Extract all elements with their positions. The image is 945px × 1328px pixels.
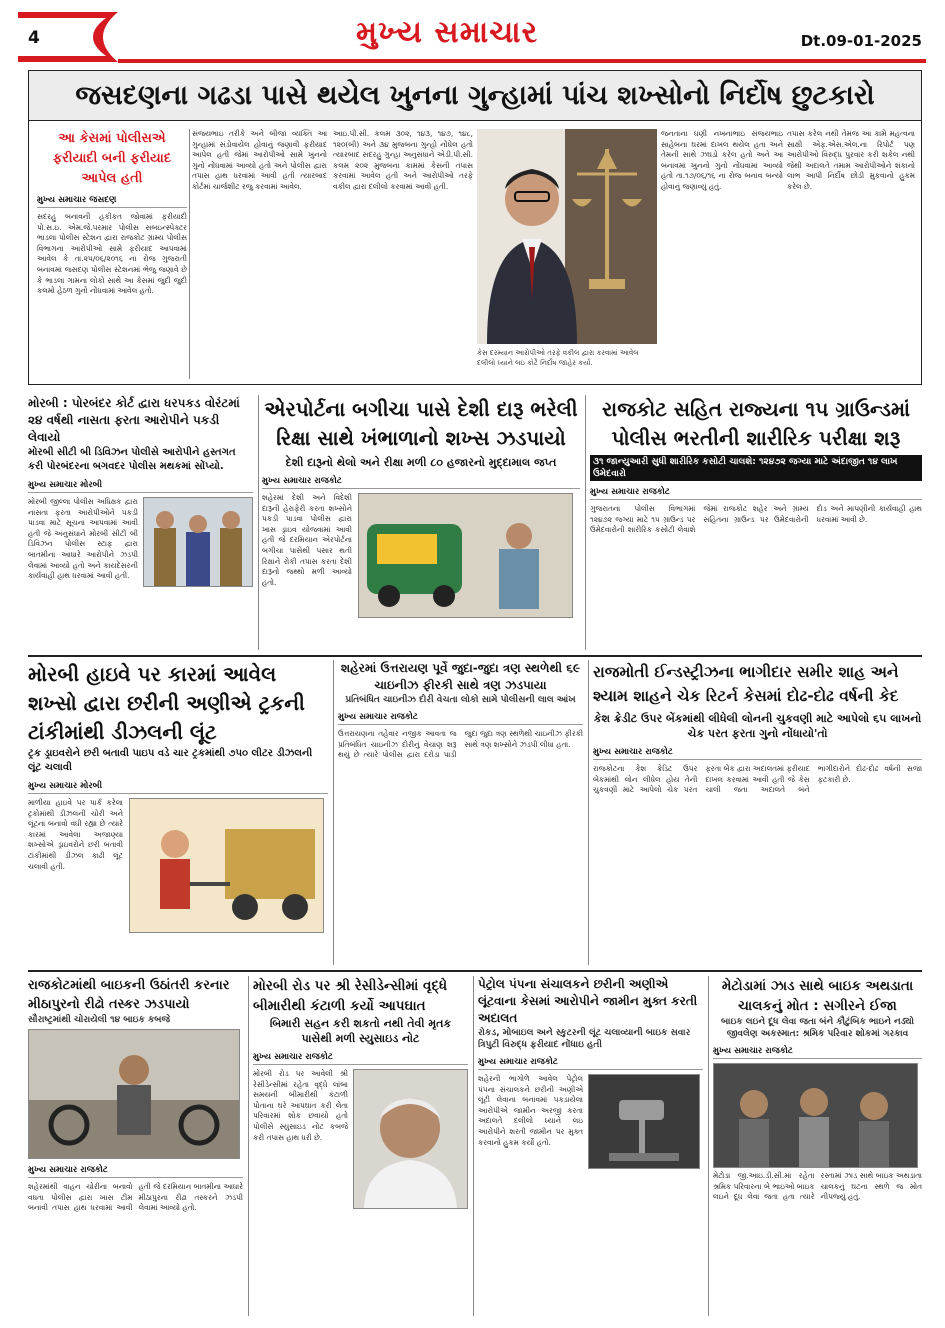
lead-side-headline: આ કેસમાં પોલીસએ ફરીયાદી બની ફરીયાદ આપેલ હતી	[52, 131, 172, 186]
story-subhead: સૌરાષ્ટ્રમાંથી ચોરાયેલી ૧૪ બાઇક કબજે	[28, 1015, 171, 1025]
lead-story	[28, 70, 922, 385]
lead-photo	[477, 129, 657, 384]
story-headline: શહેરમાં ઉત્તરાયણ પૂર્વે જુદા-જુદા ત્રણ સ્થળેથી ૬૯ ચાઇનીઝ ફીરકી સાથે ત્રણ ઝડપાયા	[340, 661, 581, 692]
row-rule	[28, 970, 922, 972]
story-body: ગુજરાતના પોલીસ વિભાગમાં ૧૨૪૭૨ જગ્યા માટે ૧૫ ગ્રાઉન્ડ પર ઉમેદવારોની શારીરિક કસોટી લેવાશે જેમાં રાજકોટ શહેર અને ગ્રામ્ય સહિતના ગ્રાઉન્ડ પર ઉમેદવારોની દોડ અને માપણીની કાર્યવાહી હાથ ધરવામાં આવી છે.	[590, 504, 922, 535]
story-chinese-kite-string	[338, 660, 583, 939]
page-number: 4	[28, 28, 40, 48]
story-police-recruitment	[590, 395, 922, 664]
story-body: શહેરમાંથી વાહન ચોરીના બનાવો વધતા પોલીસ દ્વારા ખાસ ટીમ બનાવી તપાસ હાથ ધરવામાં આવી હતી જે દરમિયાન બાતમીના આધારે મીઠાપુરના રીઢા તસ્કરને ઝડપી લેવામાં આવ્યો હતો.	[28, 1182, 243, 1213]
story-photo	[143, 497, 253, 587]
lead-byline: મુખ્ય સમાચાર જસદણ	[37, 195, 187, 208]
story-cheque-return	[593, 660, 922, 934]
story-illustration	[129, 798, 324, 933]
story-headline: મોરબી રોડ પર શ્રી રેસીડેન્સીમાં વૃદ્ધે બીમારીથી કંટાળી કર્યો આપઘાત	[253, 978, 448, 1014]
story-subhead: બિમારી સહન કરી શકતો નથી તેવી મૃતક પાસેથી મળી સ્યુસાઇડ નોટ	[269, 1017, 452, 1045]
story-bike-thief	[28, 976, 243, 1214]
story-byline: મુખ્ય સમાચાર રાજકોટ	[253, 1052, 468, 1065]
story-byline: મુખ્ય સમાચાર રાજકોટ	[593, 747, 922, 760]
lead-body-col2: સંજયભાઇ તરીકે અને બીજા વ્યક્તિ આ ગુન્હામાં સંડોવાયેલ હોવાનું જણાવી ફરીયાદ આપેલ હતી જેમાં આરોપીઓ સામે ખુનનો ગુનો નોંધવામાં આવ્યો હતો અને પોલીસ દ્વારા તપાસ હાથ ધરવામાં આવી હતી ત્યારબાદ કોર્ટમાં ચાર્જશીટ રજુ કરવામાં આવેલ.	[192, 129, 327, 191]
story-body: મોરબી જીલ્લા પોલીસ અધિક્ષક દ્વારા નાસતા ફરતા આરોપીઓને પકડી પાડવા માટે સૂચના આપવામાં આવી હતી જે અનુસંધાને મોરબી સીટી બી ડિવિઝન પોલીસ સ્ટાફ દ્વારા બાતમીના આધારે આરોપીને ઝડપી લેવામાં આવ્યો હતો અને કાયદેસરની કાર્યવાહી હાથ ધરવામાં આવી હતી.	[28, 497, 138, 581]
column-rule	[248, 976, 249, 1316]
story-morbi-warrant	[28, 395, 253, 587]
photo-gavel	[589, 1075, 699, 1168]
lead-photo-caption: કેસ દરમ્યાન આરોપીઓ તરફે વકીલ દ્વારા કરવામાં આવેલ દલીલો ધ્યાને લઇ કોર્ટે નિર્દોષ જાહેર કર્યા.	[477, 349, 639, 367]
photo-portrait-with-scales	[477, 129, 657, 344]
story-body: મેટોડા જી.આઇ.ડી.સી.માં રહેતા શ્રમિક પરિવારના બે ભાઇઓ બાઇક લઇને દૂધ લેવા જતા હતા ત્યારે રસ્તામાં ઝાડ સાથે બાઇક અથડાતા ચાલકનું ઘટના સ્થળે જ મોત નીપજ્યું હતું.	[713, 1171, 922, 1202]
lead-body-col5: જનતાના ધણી નખનાભાઇ સંજયભાઇ સાહેબના ઘરમાં દાખલ થયેલ હતા અને તેમની સાથે ઝઘડો કરેલ હતો અને આ બનાવમાં ખુનનો ગુનો નોંધવામાં આવ્યો હતો તા.૧૭/૦૬/૧૬ ના રોજ બનાવ બન્યો હોવાનું જણાવ્યું હતું.	[661, 129, 783, 191]
story-photo	[588, 1074, 700, 1169]
illustration-truck-diesel-theft	[130, 799, 323, 932]
story-byline: મુખ્ય સમાચાર મોરબી	[28, 480, 253, 493]
story-subhead: મોરબી સીટી બી ડિવિઝન પોલીસે આરોપીને હસ્તગત કરી પોરબંદરના બગવદર પોલીસ મથકમાં સોંપ્યો.	[28, 447, 236, 472]
story-byline: મુખ્ય સમાચાર રાજકોટ	[28, 1165, 243, 1178]
story-byline: મુખ્ય સમાચાર રાજકોટ	[713, 1046, 922, 1059]
column-rule	[333, 660, 334, 965]
column-rule	[588, 660, 589, 965]
story-subhead: પ્રતિબંધિત ચાઇનીઝ દોરી વેચતા લોકો સામે પોલીસની લાલ આંખ	[345, 695, 576, 705]
story-body: ઉત્તરાયણના તહેવાર નજીક આવતા જ પ્રતિબંધિત ચાઇનીઝ દોરીનું વેચાણ શરૂ થયું છે ત્યારે પોલીસ દ્વારા દરોડા પાડી જુદા જુદા ત્રણ સ્થળેથી ચાઇનીઝ ફીરકી સાથે ત્રણ શખ્સોને ઝડપી લીધા હતા.	[338, 729, 583, 760]
masthead	[18, 12, 928, 62]
lead-headline: જસદણના ગઢડા પાસે થયેલ ખુનના ગુન્હામાં પાંચ શખ્સોનો નિર્દોષ છુટકારો	[29, 71, 921, 121]
story-subhead: દેશી દારૂનો થેલો અને રીક્ષા મળી ૮૦ હજારનો મુદ્દામાલ જપ્ત	[285, 456, 557, 469]
story-body: રાજકોટના કેશ ક્રેડિટ ઉપર બેંકમાંથી લોન લીધેલ હોય તેની ચુકવણી માટે આપેલો ચેક પરત ફરતા બેંક દ્વારા અદાલતમાં ફરીયાદ દાખલ કરવામાં આવી હતી જે કેસ ચાલી જતા અદાલતે બંને ભાગીદારોને દોઢ-દોઢ વર્ષની સજા ફટકારી છે.	[593, 764, 922, 795]
lead-side-column	[37, 129, 187, 297]
story-byline: મુખ્ય સમાચાર રાજકોટ	[262, 476, 580, 489]
story-headline: પેટ્રોલ પંપના સંચાલકને છરીની અણીએ લૂંટવાના કેસમાં આરોપીને જામીન મુક્ત કરતી અદાલત	[478, 977, 698, 1025]
column-rule	[585, 395, 586, 650]
column-rule	[258, 395, 259, 650]
issue-date: Dt.09-01-2025	[800, 32, 922, 50]
story-headline: રાજમોતી ઈન્ડસ્ટ્રીઝના ભાગીદાર સમીર શાહ અને શ્યામ શાહને ચેક રિટર્ન કેસમાં દોઢ-દોઢ વર્ષની કેદ	[593, 663, 899, 705]
story-elderly-suicide	[253, 976, 468, 1209]
story-subhead: ટ્રક ડ્રાઇવરોને છરી બતાવી પાઇપ વડે ચાર ટ્રકમાંથી ૭૫૦ લીટર ડીઝલની લૂંટ ચલાવી	[28, 748, 313, 773]
photo-rickshaw-and-accused	[359, 494, 572, 617]
story-body: મોરબી રોડ પર આવેલી શ્રી રેસીડેન્સીમાં રહેતા વૃદ્ધે લાંબા સમયની બીમારીથી કંટાળી પોતાના ઘરે આપઘાત કરી લેતા પરિવારમાં શોક છવાયો હતો પોલીસે સ્યુસાઇડ નોટ કબજે કરી તપાસ હાથ ધરી છે.	[253, 1069, 348, 1142]
row-rule	[28, 655, 922, 657]
story-subhead: ૩૧ જાન્યુઆરી સુધી શારીરિક કસોટી ચાલશે: ૧૨૪૭૨ જગ્યા માટે અંદાજીત ૧૪ લાખ ઉમેદવારો	[590, 455, 922, 481]
story-photo	[28, 1029, 240, 1159]
column-rule	[708, 976, 709, 1316]
section-title: મુખ્ય સમાચાર	[356, 15, 539, 50]
column-rule	[189, 129, 190, 379]
story-body: શહેરમાં દેશી અને વિદેશી દારૂની હેરાફેરી કરતા શખ્સોને પકડી પાડવા પોલીસ દ્વારા ખાસ ડ્રાઇવ યોજવામાં આવી હતી જે દરમિયાન એરપોર્ટના બગીચા પાસેથી પસાર થતી રિક્ષાને રોકી તપાસ કરતા દેશી દારૂનો જથ્થો મળી આવ્યો હતો.	[262, 493, 352, 587]
photo-police-with-accused	[144, 498, 252, 586]
story-byline: મુખ્ય સમાચાર રાજકોટ	[478, 1057, 703, 1070]
lead-body-col1: સદરહુ બનાવની હકીકત જોવામાં ફરીયાદી પો.સ.ઇ. એમ.જે.પરમાર પોલીસ સબઇન્સ્પેક્ટર ભાડલા પોલીસ સ્ટેશન દ્વારા રાજકોટ ગ્રામ્ય પોલીસ વિભાગના આરોપીઓ સામે ફરીયાદ આપવામાં આવેલ કે તા.૨૫/૦૬/૨૦૧૬ ના રોજ ગુજરાતી બનાવમાં જસદણ પોલીસ સ્ટેશનમાં ભેજુ જણાવે છે કે ભાડલા ગામના લોકો સાથે આ કેસમાં જુદી જુદી કલમો હેઠળ ગુનો નોંધવામાં આવેલ હતો.	[37, 212, 187, 296]
story-subhead: કેશ ક્રેડીટ ઉપર બેંકમાંથી લીધેલી લોનની ચુકવણી માટે આપેલો ૬૫ લાખનો ચેક પરત ફરતા ગુનો નોંધાયો'તો	[593, 712, 922, 740]
story-photo	[353, 1069, 468, 1209]
story-headline: એરપોર્ટના બગીચા પાસે દેશી દારૂ ભરેલી રિક્ષા સાથે ખંભાળાનો શખ્સ ઝડપાયો	[264, 397, 578, 450]
story-subhead: બાઇક લઇને દૂધ લેવા જતા બંને કૌટુંબિક ભાઇને નડ્યો જીવલેણ અકસ્માત: શ્રમિક પરિવાર શોકમાં ગરકાવ	[721, 1017, 914, 1039]
story-body: શહેરની ભાગોળે આવેલ પેટ્રોલ પંપના સંચાલકને છરીની અણીએ લૂંટી લેવાના બનાવમાં પકડાયેલા આરોપીએ જામીન અરજી કરતા અદાલતે દલીલો ધ્યાને લઇ આરોપીને શરતી જામીન પર મુક્ત કરવાનો હુકમ કર્યો હતો.	[478, 1074, 583, 1147]
story-petrol-pump-bail	[478, 976, 703, 1169]
lead-body-col3: આઇ.પી.સી. કલમ ૩૦૨, ૧૪૩, ૧૪૭, ૧૪૮, ૧૨૦(બી) અને ૩૪ મુજબના ગુન્હો નોંધેલ હતો ત્યારબાદ સદરહુ ગુન્હા અનુસંધાને એડી.પી.સી. કલમ ૨૦૨ મુજબના કામમાં કેસની તપાસ કરવામાં આવેલ હતી અને આરોપીઓ તરફે વકીલ દ્વારા દલીલો કરવામાં આવી હતી.	[333, 129, 473, 191]
story-byline: મુખ્ય સમાચાર મોરબી	[28, 781, 328, 794]
photo-deceased-man	[354, 1070, 467, 1208]
story-headline: રાજકોટમાંથી બાઇકની ઉઠાંતરી કરનાર મીઠાપુરનો રીઢો તસ્કર ઝડપાયો	[28, 978, 230, 1012]
story-byline: મુખ્ય સમાચાર રાજકોટ	[590, 487, 922, 500]
story-headline: મોરબી હાઇવે પર કારમાં આવેલ શખ્સો દ્વારા છરીની અણીએ ટ્રકની ટાંકીમાંથી ડીઝલની લૂંટ	[28, 662, 305, 744]
lead-body-col6: તપાસ કરેલ નથી તેમજ આ કામે મહત્વના સાક્ષી એફ.એસ.એલ.ના રિપોર્ટ પણ આરોપીઓ વિરુદ્ધ પુરવાર કરી શકેલ નથી જેથી અદાલતે તમામ આરોપીઓને શંકાનો લાભ આપી નિર્દોષ છોડી મુકવાનો હુકમ કરેલ છે.	[787, 129, 915, 191]
story-photo	[358, 493, 573, 618]
story-headline: મેટોડામાં ઝાડ સાથે બાઇક અથડાતા ચાલકનું મોત : સગીરને ઈજા	[721, 978, 914, 1014]
story-headline: મોરબી : પોરબંદર કોર્ટ દ્વારા ધરપકડ વોરંટમાં ૨૪ વર્ષથી નાસતા ફરતા આરોપીને પકડી લેવાયો	[28, 396, 240, 444]
story-photo	[713, 1063, 918, 1168]
column-rule	[473, 976, 474, 1316]
story-byline: મુખ્ય સમાચાર રાજકોટ	[338, 712, 583, 725]
story-diesel-loot	[28, 660, 328, 933]
story-metoda-accident	[713, 976, 922, 1203]
photo-accused-with-bikes	[29, 1030, 239, 1158]
story-subhead: રોકડ, મોબાઇલ અને સ્કુટરની લૂંટ ચલાવ્યાની બાઇક સવાર ત્રિપુટી વિરુદ્ધ ફરીયાદ નોંધાઇ હતી	[478, 1028, 691, 1050]
story-body: માળીયા હાઇવે પર પાર્ક કરેલા ટ્રકોમાંથી ડીઝલની ચોરી અને લૂંટના બનાવો વધી રહ્યા છે ત્યારે કારમાં આવેલા અજાણ્યા શખ્સોએ ડ્રાઇવરોને છરી બતાવી ટાંકીમાંથી ડીઝલ કાઢી લૂંટ ચલાવી હતી.	[28, 798, 123, 871]
story-headline: રાજકોટ સહિત રાજ્યના ૧૫ ગ્રાઉન્ડમાં પોલીસ ભરતીની શારીરિક પરીક્ષા શરૂ	[601, 397, 911, 450]
masthead-rule	[118, 59, 926, 63]
story-airport-liquor	[262, 395, 580, 618]
photo-crowd-at-accident-site	[714, 1064, 917, 1167]
